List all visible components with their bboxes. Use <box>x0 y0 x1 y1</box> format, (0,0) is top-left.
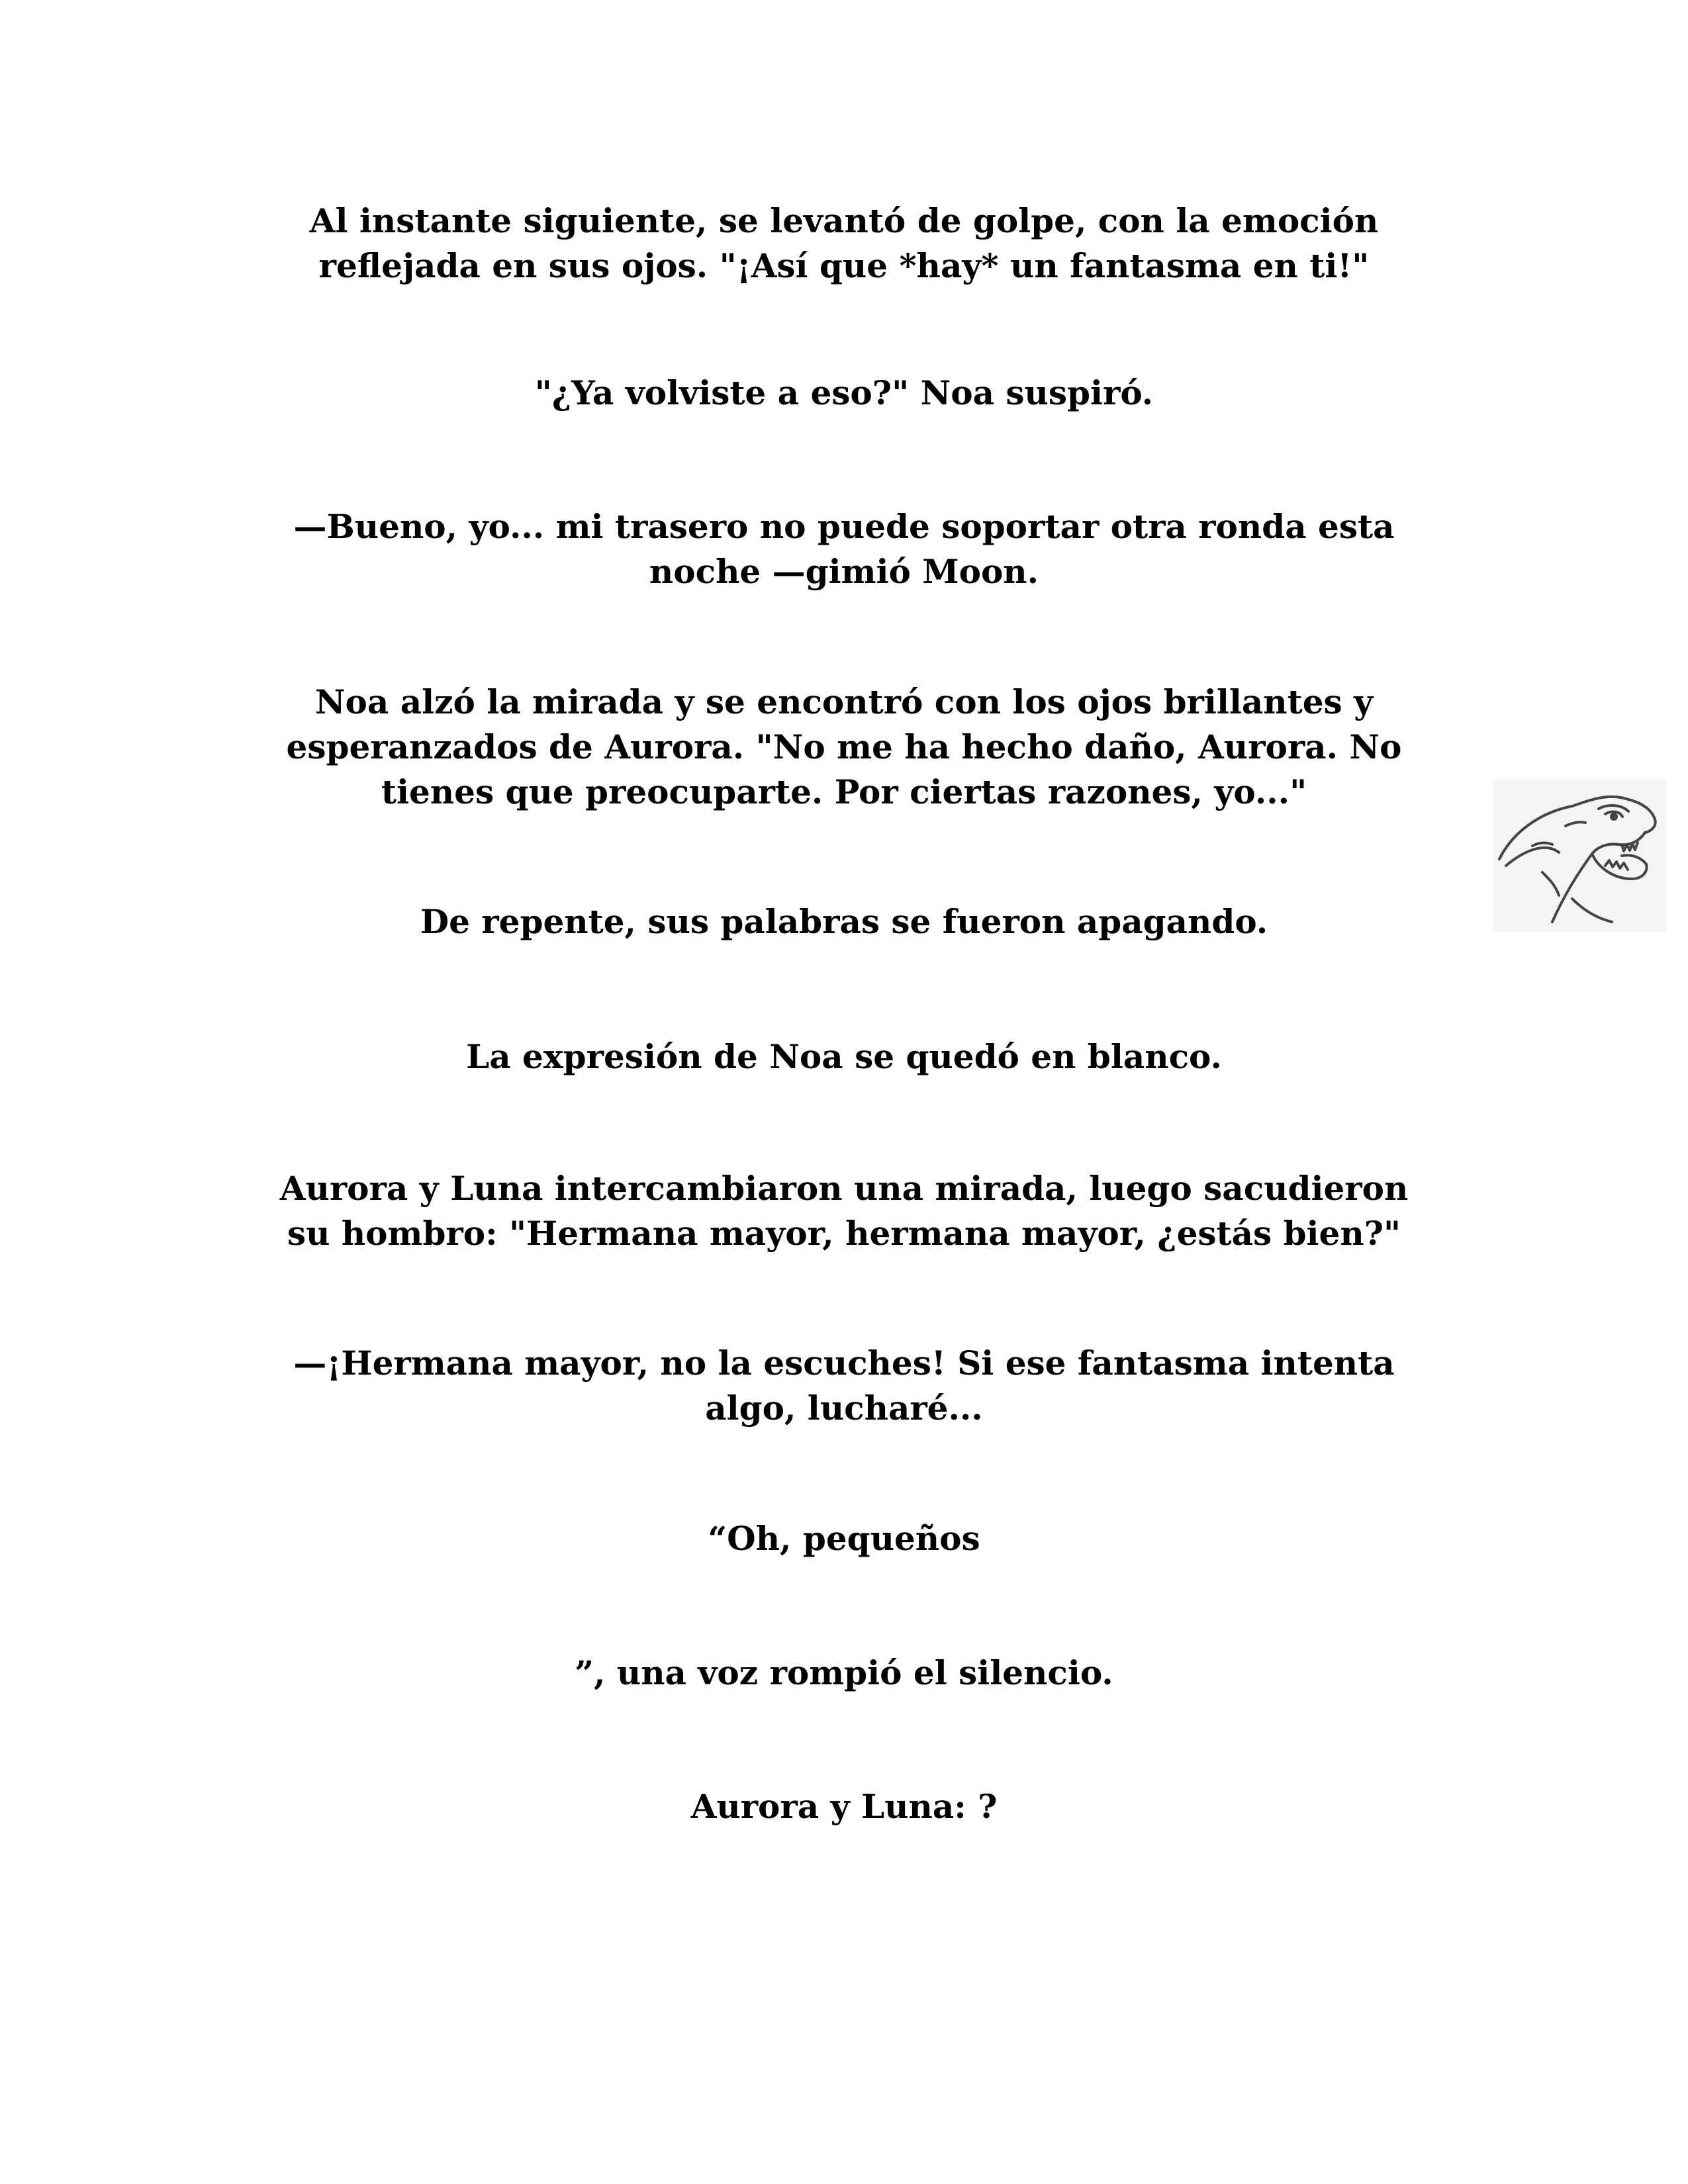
paragraph-line: —Bueno, yo... mi trasero no puede soportar otra ronda esta <box>293 507 1395 546</box>
paragraph-11 <box>218 1784 1470 1829</box>
paragraph-line: esperanzados de Aurora. "No me ha hecho daño, Aurora. No <box>286 727 1402 766</box>
paragraph-line: Al instante siguiente, se levantó de golpe, con la emoción <box>309 201 1379 240</box>
paragraph-line: Aurora y Luna: ? <box>690 1787 998 1826</box>
paragraph-line: tienes que preocuparte. Por ciertas razones, yo..." <box>381 772 1307 811</box>
paragraph-3 <box>218 504 1470 594</box>
paragraph-8 <box>218 1341 1470 1431</box>
paragraph-6 <box>218 1034 1470 1079</box>
paragraph-line: —¡Hermana mayor, no la escuches! Si ese fantasma intenta <box>293 1343 1395 1383</box>
paragraph-line: reflejada en sus ojos. "¡Así que *hay* un fantasma en ti!" <box>318 246 1370 285</box>
paragraph-line: su hombro: "Hermana mayor, hermana mayor, ¿estás bien?" <box>287 1214 1401 1253</box>
paragraph-line: algo, lucharé... <box>705 1388 983 1428</box>
paragraph-4 <box>218 680 1470 815</box>
paragraph-7 <box>218 1166 1470 1256</box>
paragraph-line: De repente, sus palabras se fueron apagando. <box>420 902 1268 941</box>
dinosaur-head-sketch-icon <box>1493 780 1666 932</box>
paragraph-10 <box>218 1651 1470 1696</box>
paragraph-line: ”, una voz rompió el silencio. <box>575 1653 1113 1692</box>
paragraph-1 <box>218 199 1470 289</box>
paragraph-line: Aurora y Luna intercambiaron una mirada, luego sacudieron <box>279 1169 1409 1208</box>
paragraph-9 <box>218 1516 1470 1561</box>
paragraph-line: Noa alzó la mirada y se encontró con los ojos brillantes y <box>314 682 1374 721</box>
paragraph-line: La expresión de Noa se quedó en blanco. <box>466 1037 1222 1076</box>
paragraph-2 <box>218 371 1470 416</box>
paragraph-line: "¿Ya volviste a eso?" Noa suspiró. <box>534 373 1154 412</box>
paragraph-line: “Oh, pequeños <box>708 1519 980 1558</box>
paragraph-5 <box>218 899 1470 944</box>
paragraph-line: noche —gimió Moon. <box>649 552 1039 591</box>
